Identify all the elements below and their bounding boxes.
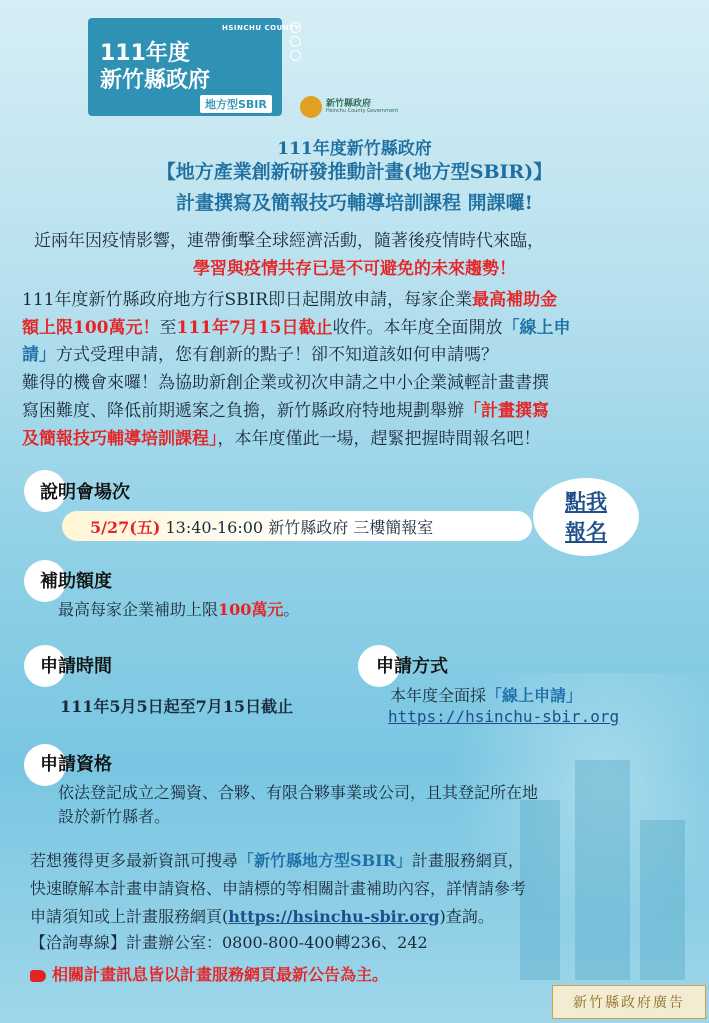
- session-detail: 5/27(五) 13:40-16:00 新竹縣政府 三樓簡報室: [90, 518, 434, 537]
- signup-label-2: 報名: [565, 519, 607, 544]
- title-line2: 【地方產業創新研發推動計畫(地方型SBIR)】: [156, 161, 553, 183]
- closing-line4: 【洽詢專線】計畫辦公室：0800-800-400轉236、242: [30, 933, 428, 952]
- intro-para-line: 難得的機會來囉！為協助新創企業或初次申請之中小企業減輕計畫書撰: [22, 373, 549, 393]
- logo-sbir-badge: 地方型SBIR: [200, 95, 272, 113]
- apply-time-title: 申請時間: [40, 656, 112, 677]
- intro-highlight: 學習與疫情共存已是不可避免的未來趨勢！: [193, 259, 516, 279]
- apply-time-text: 111年5月5日起至7月15日截止: [60, 697, 294, 716]
- background-bar: [640, 820, 685, 980]
- title-line1: 111年度新竹縣政府: [277, 139, 432, 159]
- closing-link[interactable]: https://hsinchu-sbir.org: [228, 907, 440, 926]
- session-title: 說明會場次: [40, 482, 130, 503]
- apply-method-text: 本年度全面採「線上申請」: [390, 686, 583, 705]
- pointing-hand-icon: [30, 970, 46, 982]
- closing-note: 相關計畫訊息皆以計畫服務網頁最新公告為主。: [30, 962, 388, 988]
- intro-para-line: 請」方式受理申請，您有創新的點子！卻不知道該如何申請嗎？: [22, 345, 498, 365]
- intro-para-line: 111年度新竹縣政府地方行SBIR即日起開放申請，每家企業最高補助金: [22, 290, 558, 310]
- logo-year: 111年度: [100, 41, 190, 66]
- signup-button[interactable]: [533, 478, 639, 556]
- intro-para-line: 寫困難度、降低前期遞案之負擔，新竹縣政府特地規劃舉辦「計畫撰寫: [22, 401, 549, 421]
- intro-line1: 近兩年因疫情影響，連帶衝擊全球經濟活動，隨著後疫情時代來臨，: [34, 231, 544, 251]
- signup-label-1: 點我: [565, 489, 607, 514]
- footer-ad-tag: 新竹縣政府廣告: [552, 985, 706, 1019]
- subsidy-text: 最高每家企業補助上限100萬元。: [58, 600, 300, 619]
- closing-line3: 申請須知或上計畫服務網頁(https://hsinchu-sbir.org)查詢。: [30, 907, 494, 926]
- apply-method-link[interactable]: https://hsinchu-sbir.org: [388, 707, 620, 726]
- county-emblem-icon: [300, 96, 322, 118]
- qualification-line2: 設於新竹縣者。: [58, 807, 171, 826]
- intro-para-line: 及簡報技巧輔導培訓課程」，本年度僅此一場，趕緊把握時間報名吧！: [22, 429, 541, 449]
- apply-method-title: 申請方式: [376, 656, 448, 677]
- logo-county-text: HSINCHU COUNTY: [222, 24, 300, 32]
- title-line3: 計畫撰寫及簡報技巧輔導培訓課程 開課囉!: [176, 192, 533, 214]
- county-name: 新竹縣政府: [326, 99, 372, 109]
- subsidy-title: 補助額度: [40, 571, 112, 592]
- qualification-line1: 依法登記成立之獨資、合夥、有限合夥事業或公司，且其登記所在地: [58, 783, 539, 802]
- closing-line2: 快速瞭解本計畫申請資格、申請標的等相關計畫補助內容，詳情請參考: [30, 879, 527, 898]
- logo-gov: 新竹縣政府: [100, 68, 211, 93]
- qualification-title: 申請資格: [40, 754, 112, 775]
- county-name-en: Hsinchu County Government: [326, 108, 399, 114]
- intro-para-line: 額上限100萬元！至111年7月15日截止收件。本年度全面開放「線上申: [22, 318, 571, 338]
- logo-circles-icon: [290, 22, 304, 64]
- closing-line1: 若想獲得更多最新資訊可搜尋「新竹縣地方型SBIR」計畫服務網頁，: [30, 851, 524, 870]
- background-bar: [575, 760, 630, 980]
